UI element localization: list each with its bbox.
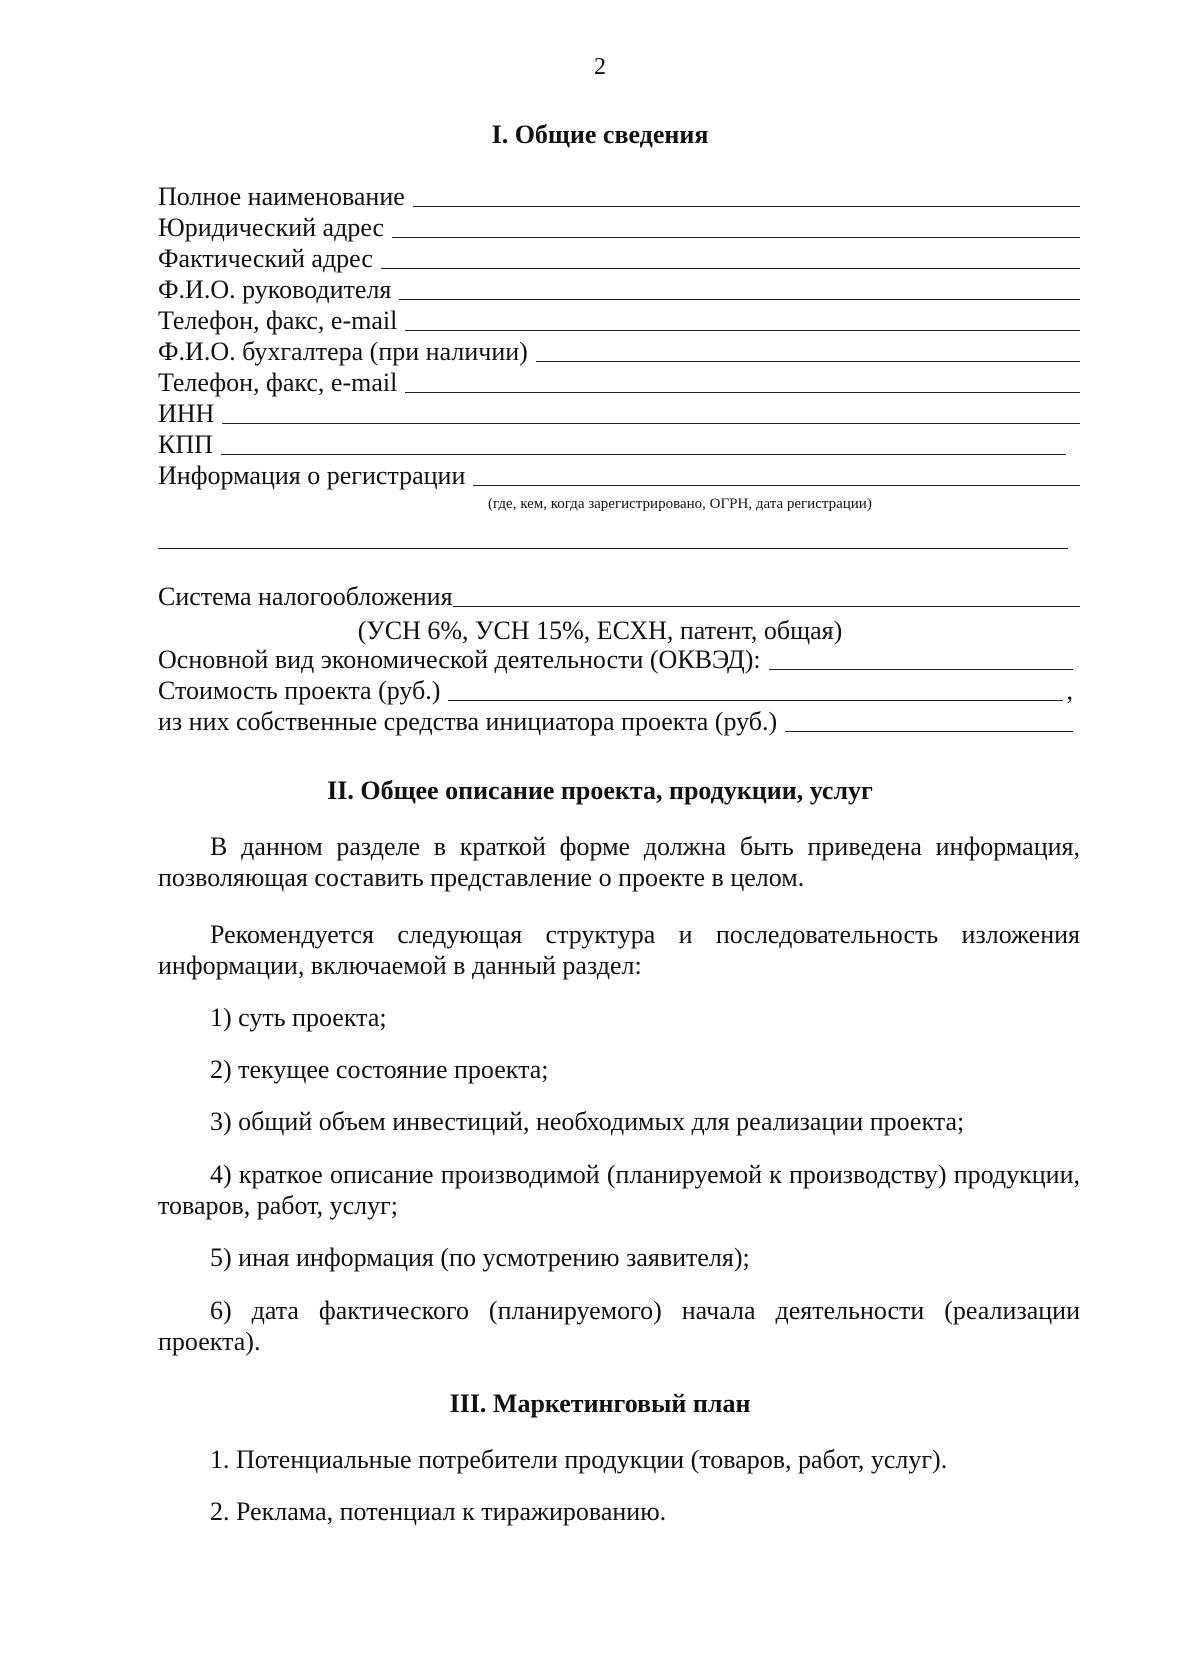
field-label: Телефон, факс, e-mail [158,368,398,397]
fill-line[interactable] [473,459,1080,486]
section-2-title: II. Общее описание проекта, продукции, услуг [327,776,873,805]
fill-line[interactable] [405,366,1080,393]
field-label: Фактический адрес [158,244,373,273]
field-label: Телефон, факс, e-mail [158,306,398,335]
field-label: Стоимость проекта (руб.) [158,676,441,705]
field-director-name [158,273,1080,305]
fill-line[interactable] [413,180,1080,207]
fill-line[interactable] [399,273,1080,300]
list-item: 6) дата фактического (планируемого) начала деятельности (реализации проекта). [158,1296,1080,1356]
field-legal-address [158,211,1080,243]
field-label: Информация о регистрации [158,461,466,490]
field-label: Ф.И.О. бухгалтера (при наличии) [158,337,528,366]
section-3-title: III. Маркетинговый план [449,1389,751,1418]
page-number: 2 [594,54,606,80]
fill-line[interactable] [222,397,1080,424]
field-project-cost [158,674,1073,706]
fill-line[interactable] [405,304,1080,331]
field-kpp [158,428,1066,460]
fill-line[interactable] [448,674,1062,701]
field-label: из них собственные средства инициатора проекта (руб.) [158,707,778,736]
list-item: 4) краткое описание производимой (планируемой к производству) продукции, товаров, работ, услуг; [158,1160,1080,1220]
field-own-funds [158,705,1073,737]
field-label: Полное наименование [158,182,405,211]
field-label: Ф.И.О. руководителя [158,275,392,304]
section-2-paragraph: Рекомендуется следующая структура и последовательность изложения информации, включаемой в данный раздел: [158,920,1080,980]
field-accountant-name [158,335,1080,367]
fill-line[interactable] [381,242,1080,269]
fill-line[interactable] [453,580,1080,607]
field-actual-address [158,242,1080,274]
list-item: 2. Реклама, потенциал к тиражированию. [210,1497,667,1526]
field-label: Юридический адрес [158,213,385,242]
field-label: Система налогообложения [158,582,453,611]
list-item: 2) текущее состояние проекта; [210,1055,549,1084]
list-item: 5) иная информация (по усмотрению заявителя); [210,1243,750,1272]
comma: , [1066,676,1073,705]
field-label: ИНН [158,399,215,428]
registration-extra-line[interactable] [158,548,1068,549]
list-item: 3) общий объем инвестиций, необходимых для реализации проекта; [210,1107,965,1136]
list-item: 1) суть проекта; [210,1003,387,1032]
fill-line[interactable] [769,643,1073,670]
field-tax-system [158,580,1080,612]
list-item: 1. Потенциальные потребители продукции (товаров, работ, услуг). [210,1445,948,1474]
fill-line[interactable] [221,428,1066,455]
registration-hint: (где, кем, когда зарегистрировано, ОГРН, дата регистрации) [488,496,872,512]
field-label: КПП [158,430,213,459]
field-director-contacts [158,304,1080,336]
field-inn [158,397,1080,429]
fill-line[interactable] [785,705,1073,732]
field-full-name [158,180,1080,212]
section-1-title: I. Общие сведения [491,120,709,149]
section-2-paragraph: В данном разделе в краткой форме должна быть приведена информация, позволяющая составить представление о проекте в целом. [158,832,1080,892]
field-registration-info [158,459,1080,491]
field-okved [158,643,1073,675]
fill-line[interactable] [536,335,1080,362]
field-accountant-contacts [158,366,1080,398]
field-label: Основной вид экономической деятельности (ОКВЭД): [158,645,761,674]
tax-system-hint: (УСН 6%, УСН 15%, ЕСХН, патент, общая) [357,616,843,645]
fill-line[interactable] [392,211,1080,238]
